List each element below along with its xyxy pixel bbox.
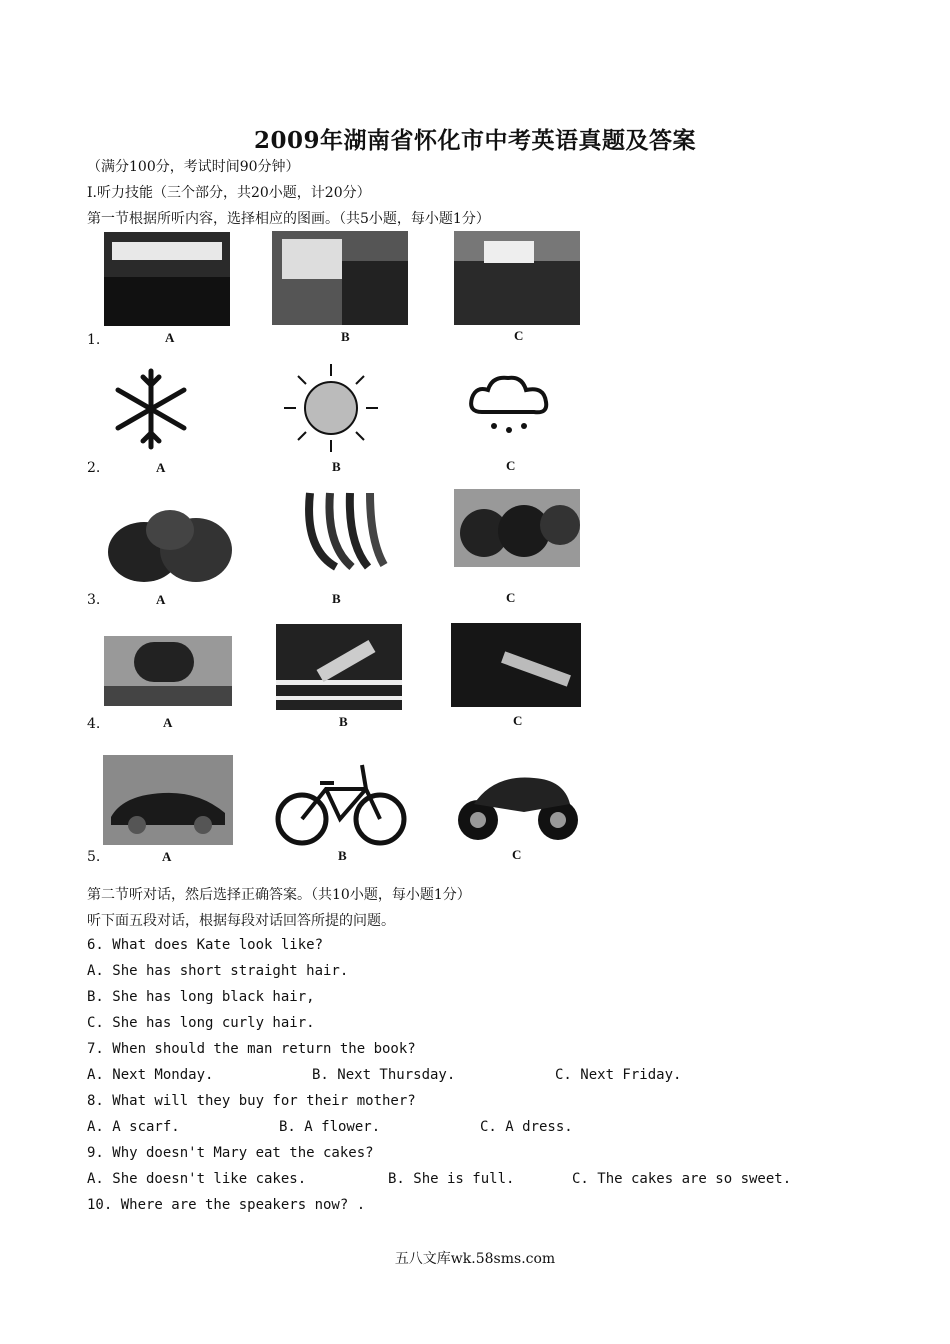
question-number: 5. — [87, 849, 101, 865]
option-7a: A. Next Monday. — [87, 1067, 214, 1083]
option-label-a: A — [162, 849, 172, 864]
option-9c: C. The cakes are so sweet. — [572, 1171, 792, 1187]
car-photo — [103, 755, 233, 845]
option-8c: C. A dress. — [480, 1119, 573, 1135]
section-heading: 第一节根据所听内容，选择相应的图画。（共5小题，每小题1分） — [87, 211, 490, 227]
sports-photo-a — [104, 636, 232, 706]
photo-classroom-a — [104, 232, 230, 326]
part-heading: I.听力技能（三个部分，共20小题，计20分） — [87, 185, 371, 201]
option-6b: B. She has long black hair, — [87, 989, 315, 1005]
option-9a: A. She doesn't like cakes. — [87, 1171, 307, 1187]
instruction-text: 听下面五段对话，根据每段对话回答所提的问题。 — [87, 913, 395, 929]
question-number: 4. — [87, 716, 101, 732]
option-label-a: A — [163, 715, 173, 730]
section-heading: 第二节听对话，然后选择正确答案。（共10小题，每小题1分） — [87, 887, 471, 903]
option-label-c: C — [506, 458, 516, 473]
snowflake-icon — [109, 367, 193, 451]
question-number: 1. — [87, 332, 101, 348]
sports-photo-c — [451, 623, 581, 707]
question-10: 10. Where are the speakers now? . — [87, 1197, 366, 1213]
question-9: 9. Why doesn't Mary eat the cakes? — [87, 1145, 374, 1161]
option-6a: A. She has short straight hair. — [87, 963, 349, 979]
rain-cloud-icon — [466, 370, 552, 438]
option-label-a: A — [165, 330, 175, 345]
option-label-b: B — [339, 714, 348, 729]
option-label-a: A — [156, 592, 166, 607]
sports-photo-b — [276, 624, 402, 710]
option-8b: B. A flower. — [279, 1119, 381, 1135]
photo-crowd-b — [272, 231, 408, 325]
oranges-photo — [454, 489, 580, 567]
apples-photo — [104, 500, 234, 586]
option-label-c: C — [513, 713, 523, 728]
bananas-photo — [296, 489, 396, 573]
exam-info: （满分100分，考试时间90分钟） — [87, 159, 300, 175]
photo-meeting-c — [454, 231, 580, 325]
question-8: 8. What will they buy for their mother? — [87, 1093, 416, 1109]
option-label-c: C — [506, 590, 516, 605]
option-6c: C. She has long curly hair. — [87, 1015, 315, 1031]
question-number: 3. — [87, 592, 101, 608]
option-label-b: B — [338, 848, 347, 863]
footer-watermark: 五八文库wk.58sms.com — [394, 1251, 556, 1267]
option-label-c: C — [512, 847, 522, 862]
question-7: 7. When should the man return the book? — [87, 1041, 416, 1057]
bicycle-icon — [274, 753, 408, 849]
option-8a: A. A scarf. — [87, 1119, 180, 1135]
sun-icon — [276, 360, 386, 456]
motorcycle-photo — [454, 764, 582, 842]
question-number: 2. — [87, 460, 101, 476]
page-title: 2009年湖南省怀化市中考英语真题及答案 — [253, 127, 696, 154]
option-label-a: A — [156, 460, 166, 475]
option-label-b: B — [341, 329, 350, 344]
option-label-c: C — [514, 328, 524, 343]
option-9b: B. She is full. — [388, 1171, 515, 1187]
option-label-b: B — [332, 591, 341, 606]
option-7b: B. Next Thursday. — [312, 1067, 456, 1083]
option-label-b: B — [332, 459, 341, 474]
question-6: 6. What does Kate look like? — [87, 937, 324, 953]
option-7c: C. Next Friday. — [555, 1067, 682, 1083]
